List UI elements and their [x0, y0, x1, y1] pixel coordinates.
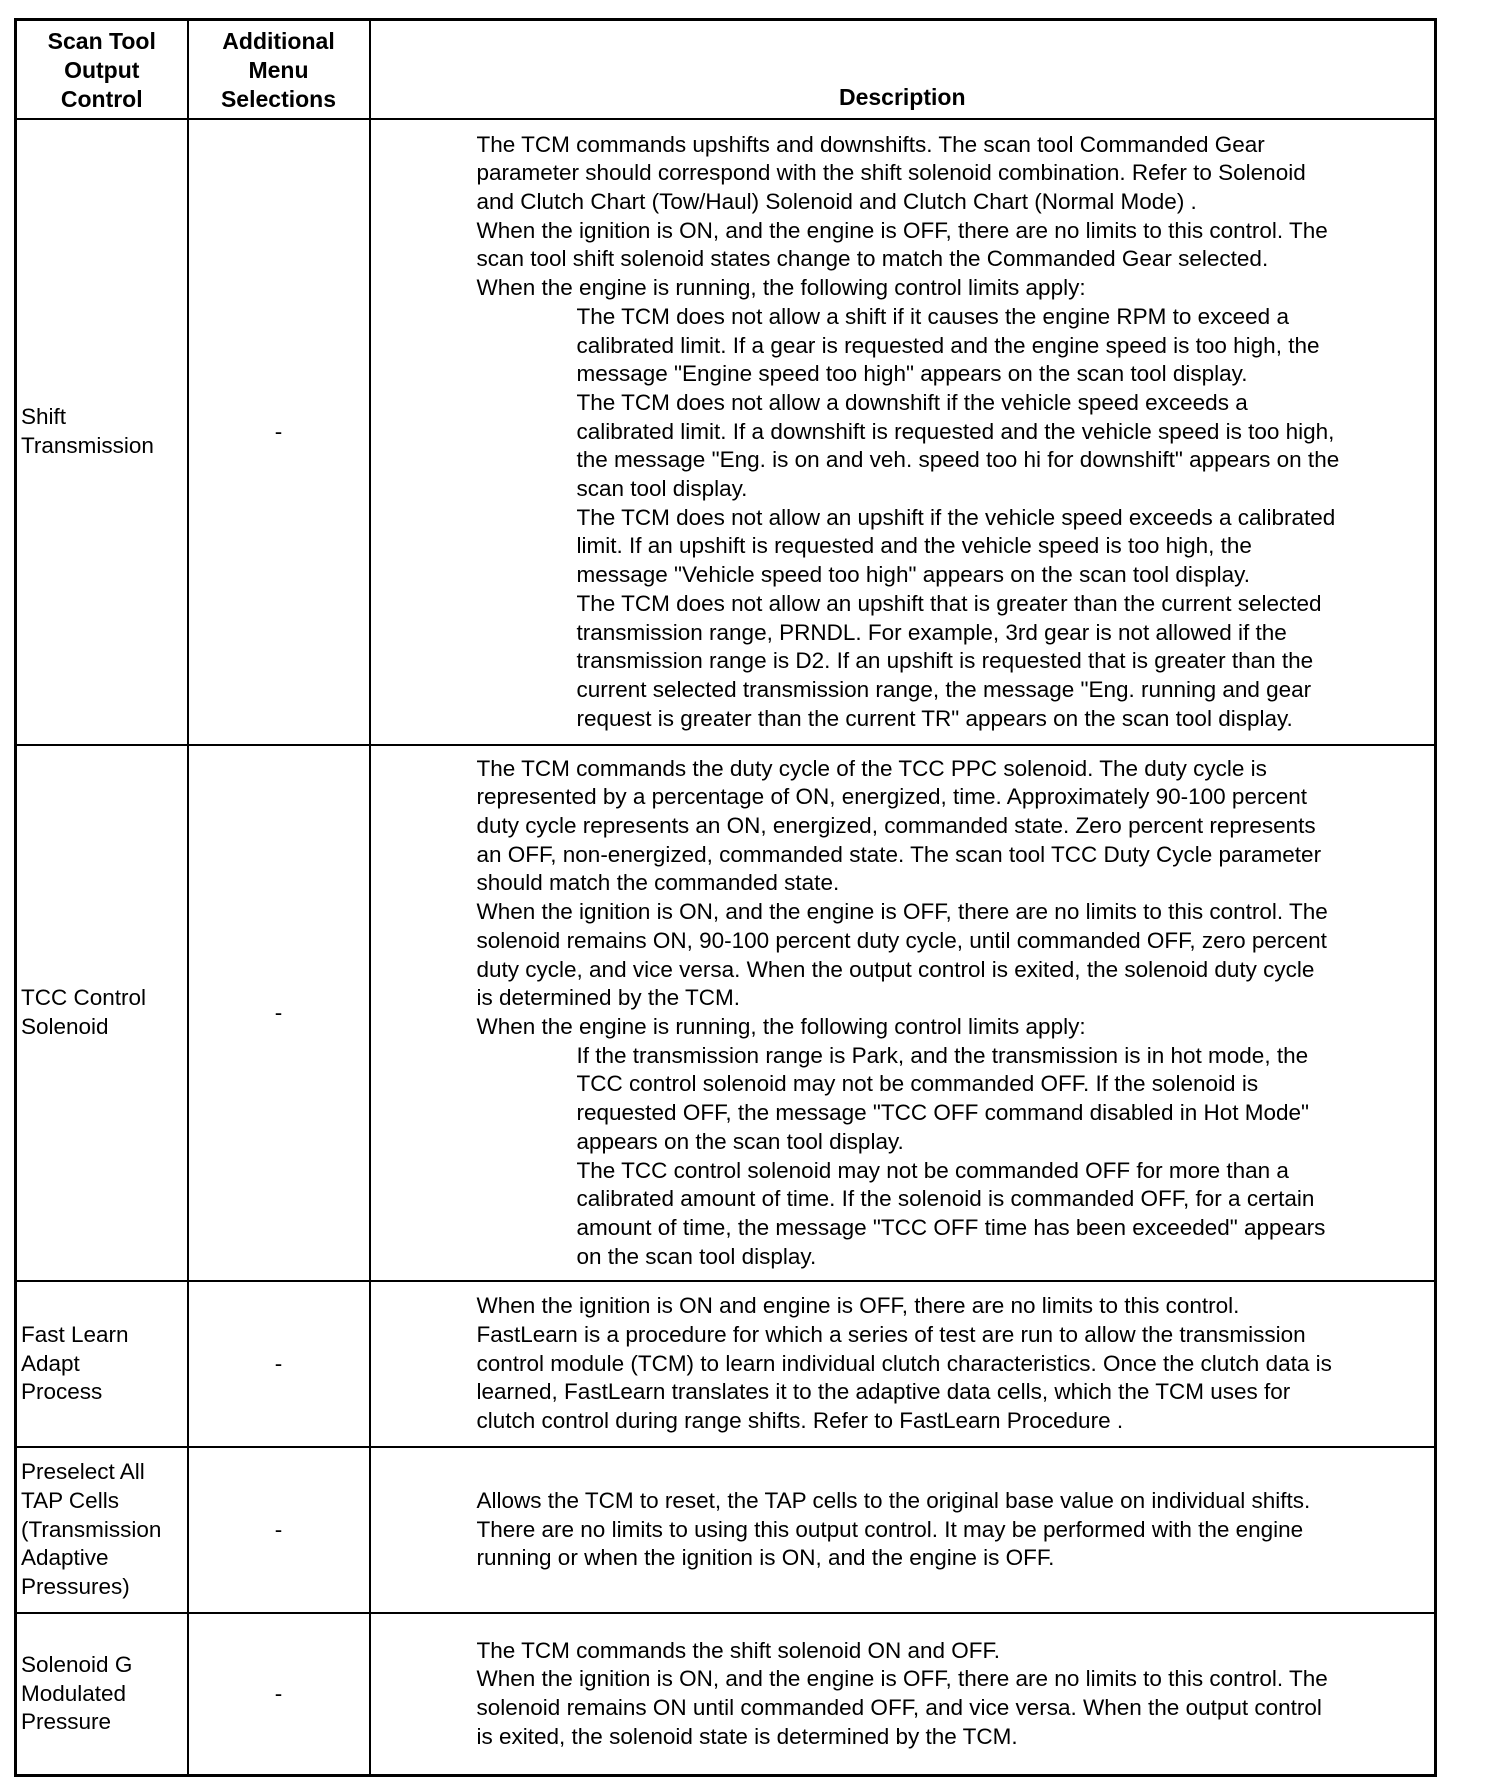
description-line: duty cycle, and vice versa. When the output control is exited, the solenoid duty cycle — [476, 956, 1315, 982]
description — [370, 1447, 1436, 1613]
description-line: When the ignition is ON, and the engine is OFF, there are no limits to this control. The — [476, 899, 1328, 925]
description-line: represented by a percentage of ON, energized, time. Approximately 90-100 percent — [476, 784, 1307, 810]
description-line: Allows the TCM to reset, the TAP cells to the original base value on individual shifts. — [476, 1487, 1311, 1513]
control-limit-line: limit. If an upshift is requested and the vehicle speed is too high, the — [576, 533, 1252, 559]
description-line: The TCM commands the shift solenoid ON and OFF. — [476, 1637, 1001, 1663]
description-line: should match the commanded state. — [476, 870, 840, 896]
control-limit-line: message "Vehicle speed too high" appears on the scan tool display. — [576, 562, 1250, 588]
additional-menu-selection: - — [188, 745, 370, 1281]
description-line: is determined by the TCM. — [476, 985, 740, 1011]
description-line: learned, FastLearn translates it to the adaptive data cells, which the TCM uses for — [476, 1379, 1291, 1405]
control-limit-line: transmission range is D2. If an upshift is requested that is greater than the — [576, 648, 1314, 674]
description-line: control module (TCM) to learn individual clutch characteristics. Once the clutch data is — [476, 1350, 1332, 1376]
control-limit-line: The TCM does not allow a shift if it causes the engine RPM to exceed a — [576, 303, 1289, 329]
control-limit-line: requested OFF, the message "TCC OFF command disabled in Hot Mode" — [576, 1100, 1310, 1126]
control-limit-line: The TCM does not allow a downshift if the vehicle speed exceeds a — [576, 389, 1248, 415]
description-line: parameter should correspond with the shift solenoid combination. Refer to Solenoid — [476, 160, 1306, 186]
control-limit-line: the message "Eng. is on and veh. speed too hi for downshift" appears on the — [576, 447, 1340, 473]
control-limit-line: scan tool display. — [576, 476, 748, 502]
control-limit-line: TCC control solenoid may not be commanded OFF. If the solenoid is — [576, 1071, 1259, 1097]
description-line: When the engine is running, the following control limits apply: — [476, 275, 1086, 301]
description-line: When the engine is running, the following control limits apply: — [476, 1014, 1086, 1039]
description — [370, 1281, 1436, 1447]
additional-menu-selection: - — [188, 119, 370, 745]
table-row-tcc-control-solenoid — [16, 745, 1436, 1281]
table-row-shift-transmission — [16, 119, 1436, 745]
description-line: duty cycle represents an ON, energized, commanded state. Zero percent represents — [476, 813, 1316, 839]
control-limit-line: calibrated limit. If a downshift is requested and the vehicle speed is too high, — [576, 418, 1335, 444]
output-control-name: Preselect All TAP Cells (Transmission Adaptive Pressures) — [16, 1447, 188, 1613]
output-control-table — [14, 18, 1437, 1777]
table-row-fast-learn-adapt-process — [16, 1281, 1436, 1447]
description — [370, 119, 1436, 745]
header-description: Description — [370, 20, 1436, 120]
description-line: FastLearn is a procedure for which a series of test are run to allow the transmission — [476, 1321, 1306, 1347]
description-line: When the ignition is ON, and the engine is OFF, there are no limits to this control. The — [476, 1666, 1328, 1692]
control-limit-line: current selected transmission range, the message "Eng. running and gear — [576, 676, 1312, 702]
description-line: There are no limits to using this output control. It may be performed with the engine — [476, 1516, 1304, 1542]
header-row — [16, 20, 1436, 120]
control-limit-line: transmission range, PRNDL. For example, 3rd gear is not allowed if the — [576, 619, 1287, 645]
description-line: When the ignition is ON, and the engine is OFF, there are no limits to this control. The — [476, 217, 1328, 243]
output-control-name: Fast Learn Adapt Process — [16, 1281, 188, 1447]
description-line: and Clutch Chart (Tow/Haul) Solenoid and Clutch Chart (Normal Mode) . — [476, 189, 1197, 215]
control-limit-line: If the transmission range is Park, and the transmission is in hot mode, the — [576, 1042, 1309, 1068]
description-line: The TCM commands upshifts and downshifts. The scan tool Commanded Gear — [476, 131, 1265, 157]
description-line: When the ignition is ON and engine is OFF, there are no limits to this control. — [476, 1293, 1240, 1319]
table-row-preselect-all-tap-cells — [16, 1447, 1436, 1613]
additional-menu-selection: - — [188, 1613, 370, 1776]
control-limit-line: The TCM does not allow an upshift that is greater than the current selected — [576, 590, 1322, 616]
description-line: solenoid remains ON until commanded OFF, and vice versa. When the output control — [476, 1695, 1322, 1720]
header-additional-menu-selections: Additional Menu Selections — [188, 20, 370, 120]
description-line: solenoid remains ON, 90-100 percent duty cycle, until commanded OFF, zero percent — [476, 927, 1327, 953]
output-control-name: Solenoid G Modulated Pressure — [16, 1613, 188, 1776]
description-line: scan tool shift solenoid states change to match the Commanded Gear selected. — [476, 246, 1269, 272]
description — [370, 745, 1436, 1281]
additional-menu-selection: - — [188, 1447, 370, 1613]
description-line: The TCM commands the duty cycle of the TCC PPC solenoid. The duty cycle is — [476, 755, 1267, 781]
description-line: clutch control during range shifts. Refer to FastLearn Procedure . — [476, 1408, 1124, 1434]
output-control-name: TCC Control Solenoid — [16, 745, 188, 1281]
control-limit-line: calibrated amount of time. If the solenoid is commanded OFF, for a certain — [576, 1186, 1315, 1212]
control-limit-line: The TCM does not allow an upshift if the vehicle speed exceeds a calibrated — [576, 504, 1336, 530]
header-scan-tool-output-control: Scan Tool Output Control — [16, 20, 188, 120]
control-limit-line: The TCC control solenoid may not be commanded OFF for more than a — [576, 1157, 1289, 1183]
description — [370, 1613, 1436, 1776]
control-limit-line: message "Engine speed too high" appears on the scan tool display. — [576, 361, 1248, 387]
control-limit-line: amount of time, the message "TCC OFF time has been exceeded" appears — [576, 1214, 1326, 1240]
description-line: an OFF, non-energized, commanded state. The scan tool TCC Duty Cycle parameter — [476, 841, 1322, 867]
table-row-solenoid-g-modulated-pressure — [16, 1613, 1436, 1776]
description-line: running or when the ignition is ON, and the engine is OFF. — [476, 1545, 1055, 1571]
additional-menu-selection: - — [188, 1281, 370, 1447]
description-line: is exited, the solenoid state is determined by the TCM. — [476, 1723, 1018, 1749]
control-limit-line: request is greater than the current TR" appears on the scan tool display. — [576, 705, 1293, 731]
control-limit-line: calibrated limit. If a gear is requested and the engine speed is too high, the — [576, 332, 1320, 358]
control-limit-line: appears on the scan tool display. — [576, 1128, 904, 1154]
control-limit-line: on the scan tool display. — [576, 1243, 817, 1269]
output-control-name: Shift Transmission — [16, 119, 188, 745]
